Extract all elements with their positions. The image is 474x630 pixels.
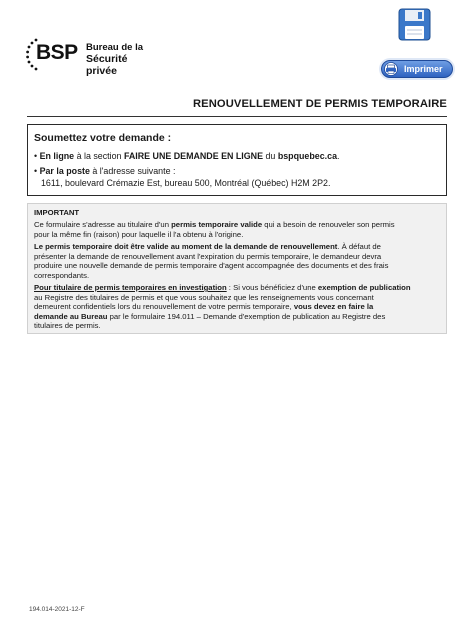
p1-line2: pour la même fin (raison) pour laquelle il l'a obtenu à l'origine. [34,229,244,239]
page-title: RENOUVELLEMENT DE PERMIS TEMPORAIRE [193,98,447,110]
logo-line1: Bureau de la [86,42,144,53]
submit-heading: Soumettez votre demande : [34,132,172,144]
mail-text: à l'adresse suivante : [89,166,176,176]
p3-bold: exemption de publication [317,283,411,292]
online-end: . [337,151,340,161]
p3-line4-bold: demande au Bureau [34,311,108,321]
p3-line5: titulaires de permis. [34,321,101,331]
online-text: à la section [74,151,124,161]
p1-text-2: qui a besoin de renouveler son permis [262,220,395,229]
online-line: • En ligne à la section FAIRE UNE DEMANDE EN LIGNE du bspquebec.ca. [34,151,340,161]
important-paragraph-2 [34,242,444,280]
important-paragraph-1 [34,220,444,239]
submit-instructions-box [27,124,447,196]
online-site-link[interactable]: bspquebec.ca [277,151,337,161]
p3-line3: demeurent confidentiels lors du renouvellement de votre permis temporaire, [34,302,294,312]
online-text-2: du [263,151,278,161]
p2-line2: présenter la demande de renouvellement avant l'expiration du permis temporaire, le demandeur devra [34,251,382,261]
mail-address: 1611, boulevard Crémazie Est, bureau 500, Montréal (Québec) H2M 2P2. [41,178,331,188]
print-label: Imprimer [404,64,443,74]
important-paragraph-3 [34,283,444,331]
p2-line4: correspondants. [34,270,90,280]
bsp-logo [26,37,156,77]
p2-text: . À défaut de [337,242,381,251]
p3-line4: par le formulaire 194.011 – Demande d'exemption de publication au Registre des [107,311,386,321]
floppy-disk-icon [398,8,431,41]
p3-line3-bold: vous devez en faire la [293,302,374,312]
p3-underline: Pour titulaire de permis temporaires en investigation [34,283,227,292]
mail-line: • Par la poste à l'adresse suivante : [34,166,176,176]
p1-text: Ce formulaire s'adresse au titulaire d'un [34,220,172,229]
important-heading: IMPORTANT [34,208,80,217]
print-button[interactable] [381,60,453,78]
logo-line2: Sécurité privée [86,53,128,77]
printer-icon [383,62,399,76]
save-button[interactable] [398,8,431,41]
mail-label: Par la poste [39,166,90,176]
p2-line3: produire une nouvelle demande de permis temporaire d'agent accompagnée des documents et des frais [34,261,389,271]
p3-line2: au Registre des titulaires de permis et que vous souhaitez que les renseignements vous concernant [34,292,374,302]
online-section: FAIRE UNE DEMANDE EN LIGNE [123,151,263,161]
p1-bold: permis temporaire valide [171,220,263,229]
important-notice-box [27,203,447,334]
p3-text: : Si vous bénéficiez d'une [226,283,318,292]
form-code: 194.014-2021-12-F [29,606,85,613]
title-divider [27,116,447,117]
p2-bold: Le permis temporaire doit être valide au moment de la demande de renouvellement [34,242,338,251]
logo-acronym: BSP [36,41,78,64]
online-label: En ligne [39,151,75,161]
